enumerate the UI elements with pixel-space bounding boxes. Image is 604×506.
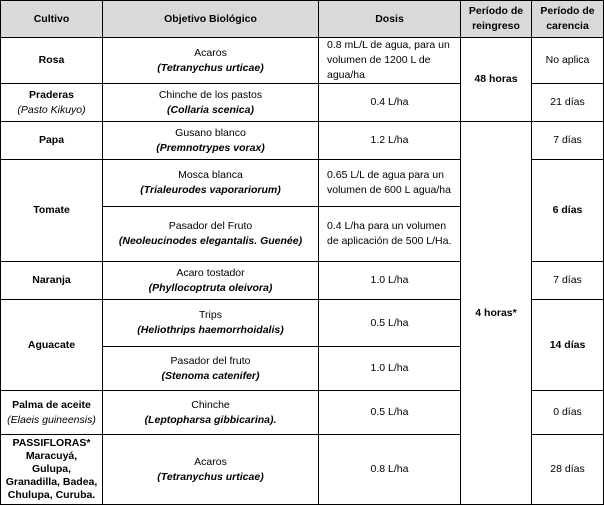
target-cell [103, 160, 319, 207]
dose-cell: 1.2 L/ha [319, 122, 461, 160]
target-scientific: (Tetranychus urticae) [157, 470, 264, 483]
target-name: Pasador del fruto [170, 354, 251, 367]
crop-subtitle: (Elaeis guineensis) [7, 413, 96, 426]
target-scientific: (Premnotrypes vorax) [156, 141, 265, 154]
dose-cell: 0.4 L/ha [319, 84, 461, 122]
crop-name: PASSIFLORAS* [12, 437, 91, 449]
target-name: Gusano blanco [175, 126, 246, 139]
dose-cell: 1.0 L/ha [319, 347, 461, 391]
carencia-cell: 14 días [532, 300, 604, 391]
crop-name: Palma de aceite [12, 398, 91, 411]
dose-cell: 1.0 L/ha [319, 262, 461, 300]
target-scientific: (Collaria scenica) [167, 103, 254, 116]
reingreso-cell: 48 horas [461, 38, 532, 122]
target-name: Pasador del Fruto [168, 220, 253, 232]
target-scientific: (Heliothrips haemorrhoidalis) [137, 324, 284, 336]
target-name: Acaros [194, 46, 227, 59]
target-name: Mosca blanca [178, 169, 243, 181]
crop-name: Praderas [29, 88, 74, 101]
header-carencia: Período de carencia [532, 1, 604, 38]
header-cultivo: Cultivo [1, 1, 103, 38]
target-scientific: (Leptopharsa gibbicarina). [144, 413, 277, 426]
crop-list-line: Gulupa, [31, 463, 72, 475]
target-cell [103, 347, 319, 391]
target-scientific: (Phyllocoptruta oleivora) [148, 281, 273, 294]
carencia-cell: 21 días [532, 84, 604, 122]
target-scientific: (Neoleucinodes elegantalis. Guenée) [118, 235, 303, 247]
target-cell [103, 122, 319, 160]
target-name: Chinche [191, 398, 230, 411]
crop-list-line: Chulupa, Curuba. [7, 489, 96, 501]
target-cell [103, 300, 319, 347]
carencia-cell: No aplica [532, 38, 604, 84]
target-scientific: (Stenoma catenifer) [161, 369, 260, 382]
target-cell [103, 435, 319, 505]
crop-list-line: Maracuyá, [25, 450, 78, 462]
dose-cell: 0.8 mL/L de agua, para un volumen de 1200 L de agua/ha [319, 38, 461, 84]
crop-cell [1, 391, 103, 435]
target-name: Trips [199, 309, 222, 321]
crop-cell: Naranja [1, 262, 103, 300]
dose-cell: 0.5 L/ha [319, 300, 461, 347]
header-dosis: Dosis [319, 1, 461, 38]
dose-cell: 0.8 L/ha [319, 435, 461, 505]
target-scientific: (Trialeurodes vaporariorum) [140, 184, 281, 196]
target-name: Acaros [194, 455, 227, 468]
reingreso-cell: 4 horas* [461, 122, 532, 505]
crop-subtitle: (Pasto Kikuyo) [17, 103, 86, 116]
dose-cell: 0.4 L/ha para un volumen de aplicación de 500 L/Ha. [319, 207, 461, 262]
carencia-cell: 0 días [532, 391, 604, 435]
crop-cell [1, 435, 103, 505]
crop-list-line: Granadilla, Badea, [5, 476, 98, 488]
crop-cell: Rosa [1, 38, 103, 84]
header-objetivo: Objetivo Biológico [103, 1, 319, 38]
dose-cell: 0.65 L/L de agua para un volumen de 600 L agua/ha [319, 160, 461, 207]
crop-cell: Tomate [1, 160, 103, 262]
carencia-cell: 7 días [532, 122, 604, 160]
target-cell [103, 262, 319, 300]
crop-cell [1, 84, 103, 122]
header-reingreso: Período de reingreso [461, 1, 532, 38]
crop-cell: Aguacate [1, 300, 103, 391]
carencia-cell: 6 días [532, 160, 604, 262]
target-scientific: (Tetranychus urticae) [157, 61, 264, 74]
carencia-cell: 7 días [532, 262, 604, 300]
target-cell [103, 391, 319, 435]
header-row [1, 1, 604, 38]
target-name: Acaro tostador [176, 266, 245, 279]
target-name: Chinche de los pastos [158, 88, 263, 101]
target-cell [103, 84, 319, 122]
carencia-cell: 28 días [532, 435, 604, 505]
target-cell [103, 38, 319, 84]
crop-cell: Papa [1, 122, 103, 160]
table-row [1, 38, 604, 84]
dose-cell: 0.5 L/ha [319, 391, 461, 435]
table-row [1, 122, 604, 160]
target-cell [103, 207, 319, 262]
